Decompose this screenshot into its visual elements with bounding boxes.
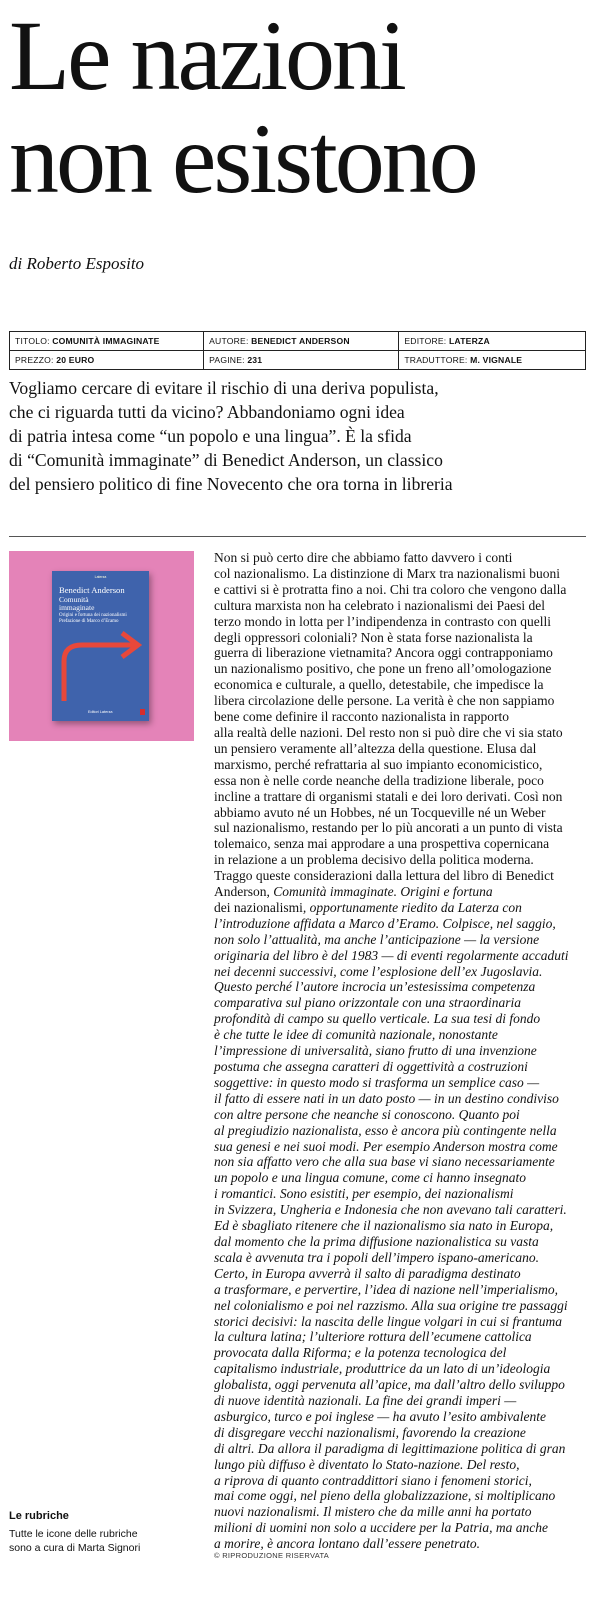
body-line: i romantici. Sono esistiti, per esempio, dei nazionalismi — [214, 1186, 514, 1202]
rubriche-note — [9, 1527, 199, 1555]
body-line: originaria del libro è del 1983 — di eventi regolarmente accaduti — [214, 947, 569, 963]
body-line: nel colonialismo e poi nel razzismo. Alla sua origine tre passaggi — [214, 1297, 568, 1313]
body-line: mai come oggi, nel pieno della globalizzazione, si moltiplicano — [214, 1488, 556, 1504]
body-line: soggettive: in questo modo si trasforma un semplice caso — — [214, 1074, 540, 1090]
body-line: asburgico, turco e poi inglese — ha avuto l’esito ambivalente — [214, 1408, 546, 1424]
body-line: nuovi nazionalismi. Il mistero che da mille anni ha portato — [214, 1504, 532, 1520]
cover-author: Benedict Anderson — [59, 585, 125, 595]
book-info-row — [10, 332, 586, 351]
body-line: profondità di campo su quello verticale. La sua tesi di fondo — [214, 1011, 541, 1027]
lead-line: Vogliamo cercare di evitare il rischio di una deriva populista, — [9, 378, 439, 398]
cover-title — [59, 596, 94, 611]
article-body — [214, 550, 599, 1552]
cover-title-line: immaginate — [59, 602, 95, 612]
lead-paragraph — [9, 376, 589, 496]
body-line: e cattivi si è protratta fino a noi. Chi tra coloro che vengono dalla — [214, 581, 567, 597]
body-line: un nazionalismo positivo, che pone un freno all’omologazione — [214, 661, 552, 677]
rubriche-note-line: Tutte le icone delle rubriche — [9, 1528, 138, 1540]
body-line: libera circolazione delle persone. La verità è che non sappiamo — [214, 693, 555, 709]
body-line: milioni di uomini non solo a uccidere per la Patria, ma anche — [214, 1520, 548, 1536]
body-line: dal momento che la prima diffusione nazionalistica su vasta — [214, 1233, 539, 1249]
body-line: un pensiero veramente all’altezza della questione. Elusa dal — [214, 740, 537, 756]
publisher-value: LATERZA — [448, 336, 490, 346]
cover-subtitle-line: Prefazione di Marco d’Eramo — [59, 618, 119, 624]
body-line: nei decenni successivi, come l’esplosione dell’ex Jugoslavia. — [214, 963, 543, 979]
lead-line: del pensiero politico di fine Novecento che ora torna in libreria — [9, 474, 453, 494]
pages-label: PAGINE: — [209, 355, 245, 365]
body-line: non solo l’attualità, ma anche l’anticipazione — la versione — [214, 931, 540, 947]
cover-publisher: Editori Laterza — [88, 710, 113, 714]
body-line: a morire, è ancora lontano dall’essere penetrato. — [214, 1536, 480, 1552]
book-info-row — [10, 351, 586, 370]
body-line: col nazionalismo. La distinzione di Marx tra nazionalismi buoni — [214, 565, 561, 581]
body-line: guerra di liberazione vietnamita? Ancora oggi contrapponiamo — [214, 645, 553, 661]
publisher-cell — [399, 332, 586, 351]
lead-line: di patria intesa come “un popolo e una lingua”. È la sfida — [9, 426, 412, 446]
translator-value: M. VIGNALE — [470, 355, 523, 365]
title-label: TITOLO: — [15, 336, 50, 346]
article-headline — [9, 0, 599, 214]
body-line: essa non è nelle corde neanche della tradizione liberale, poco — [214, 772, 544, 788]
body-line: l’introduzione affidata a Marco d’Eramo. Colpisce, nel saggio, — [214, 915, 556, 931]
translator-label: TRADUTTORE: — [404, 355, 468, 365]
body-line: Ed è sbagliato ritenere che il nazionalismo sia nato in Europa, — [214, 1218, 554, 1234]
price-value: 20 EURO — [56, 355, 95, 365]
pages-cell — [204, 351, 399, 370]
book-cover — [52, 571, 149, 721]
rubriche-note-line: sono a cura di Marta Signori — [9, 1542, 141, 1554]
body-line: postuma che assegna caratteri di oggettività a costruzioni — [214, 1059, 528, 1074]
body-line: a riprova di quanto contraddittori siano i fenomeni storici, — [214, 1472, 532, 1488]
body-line: tolemaico, senza mai approdare a una prospettiva copernicana — [214, 836, 550, 852]
body-line: è che tutte le idee di comunità nazionale, nonostante — [214, 1027, 498, 1043]
section-divider — [9, 536, 586, 537]
translator-cell — [399, 351, 586, 370]
body-line: alla realtà delle nazioni. Del resto non si può dire che vi sia stato — [214, 724, 563, 740]
body-line: Non si può certo dire che abbiamo fatto davvero i conti — [214, 550, 513, 565]
byline: di Roberto Esposito — [9, 254, 145, 273]
body-line: sua genesi e nei suoi modi. Per esempio Anderson mostra come — [214, 1138, 558, 1154]
body-line: comparativa sul piano orizzontale con una straordinaria — [214, 995, 522, 1011]
book-cover-image — [9, 551, 194, 741]
body-line: provocata dalla Riforma; e la potenza tecnologica del — [214, 1345, 507, 1361]
body-line: dei nazionalismi, opportunamente riedito da Laterza con — [214, 899, 522, 915]
headline-line-2: non esistono — [9, 103, 476, 214]
author-cell — [204, 332, 399, 351]
body-line: in Svizzera, Ungheria e Indonesia che non avevano tali caratteri. — [214, 1202, 567, 1218]
cover-title-line: Comunità — [59, 595, 89, 604]
body-line: terzo mondo in lotta per l’indipendenza in contrasto con quelli — [214, 613, 552, 629]
body-line: con altre persone che neanche si conoscono. Quanto poi — [214, 1106, 520, 1122]
body-line: un popolo e una lingua comune, come ci hanno insegnato — [214, 1170, 526, 1186]
cover-arrow-graphic — [52, 618, 149, 701]
copyright-notice: © RIPRODUZIONE RISERVATA — [214, 1551, 330, 1560]
body-line: Traggo queste considerazioni dalla lettura del libro di Benedict — [214, 868, 554, 884]
body-line: di nuove identità nazionali. La fine dei grandi imperi — — [214, 1393, 517, 1409]
body-line: Questo perché l’autore incrocia un’estesissima competenza — [214, 979, 536, 995]
rubriche-title: Le rubriche — [9, 1510, 69, 1522]
lead-line: di “Comunità immaginate” di Benedict Anderson, un classico — [9, 450, 443, 470]
body-line: l’impressione di universalità, siano frutto di una invenzione — [214, 1043, 537, 1059]
body-line: bene come definire il racconto nazionalista in rapporto — [214, 709, 510, 725]
body-line: globalista, oggi pervenuta all’apice, ma dall’altro dello sviluppo — [214, 1377, 565, 1393]
headline-line-1: Le nazioni — [9, 0, 404, 111]
body-line: Certo, in Europa avverrà il salto di paradigma destinato — [214, 1265, 521, 1281]
body-line: lungo più diffuso è diventato lo Stato-nazione. Del resto, — [214, 1456, 520, 1472]
body-line: storici decisivi: la nascita delle lingue volgari in cui si frantuma — [214, 1313, 562, 1329]
book-info-table — [9, 331, 586, 370]
cover-series: Laterza — [94, 575, 107, 579]
title-cell — [10, 332, 204, 351]
lead-line: che ci riguarda tutti da vicino? Abbandoniamo ogni idea — [9, 402, 405, 422]
cover-subtitle-line: Origini e fortuna dei nazionalismi — [59, 613, 127, 618]
price-label: PREZZO: — [15, 355, 54, 365]
body-line: economica e culturale, a quello, detestabile, che impedisce la — [214, 677, 544, 693]
pages-value: 231 — [247, 355, 263, 365]
title-value: COMUNITÀ IMMAGINATE — [52, 336, 160, 346]
body-line: degli oppressori coloniali? Non è stata forse nazionalista la — [214, 629, 533, 645]
body-line: di disgregare vecchi nazionalismi, favorendo la creazione — [214, 1424, 526, 1440]
author-value: BENEDICT ANDERSON — [251, 336, 350, 346]
body-line: cultura marxista non ha celebrato i nazionalismi dei Paesi del — [214, 597, 546, 613]
body-line: scala è avvenuta tra i popoli dell’impero ispano-americano. — [214, 1249, 539, 1265]
body-line: la cultura latina; l’ulteriore rottura dell’ecumene cattolica — [214, 1329, 532, 1345]
body-line: il fatto di essere nati in un dato posto — in un destino condiviso — [214, 1090, 559, 1106]
body-line: marxismo, perché refrattaria al suo impianto economicistico, — [214, 756, 543, 772]
author-label: AUTORE: — [209, 336, 249, 346]
body-line: a trasformare, e pervertire, l’idea di nazione nell’imperialismo, — [214, 1281, 558, 1297]
body-line: incline a trattare di organismi statali e dei loro derivati. Così non — [214, 788, 563, 804]
body-line: in relazione a un problema decisivo della politica moderna. — [214, 852, 534, 868]
publisher-logo-icon — [140, 709, 145, 715]
body-line: sul nazionalismo, restando per lo più ancorati a un punto di vista — [214, 820, 563, 836]
publisher-label: EDITORE: — [404, 336, 447, 346]
body-line: al pregiudizio nazionalista, esso è ancora più contingente nella — [214, 1122, 557, 1138]
body-line: Anderson, Comunità immaginate. Origini e fortuna — [214, 884, 493, 900]
body-line: abbiamo avuto né un Hobbes, né un Tocqueville né un Weber — [214, 804, 546, 820]
price-cell — [10, 351, 204, 370]
body-line: di altri. Da allora il paradigma di legittimazione politica di gran — [214, 1440, 566, 1456]
body-line: capitalismo industriale, produttrice da un lato di un’ideologia — [214, 1361, 551, 1377]
body-line: non sia affatto vero che alla sua base vi siano necessariamente — [214, 1154, 555, 1170]
